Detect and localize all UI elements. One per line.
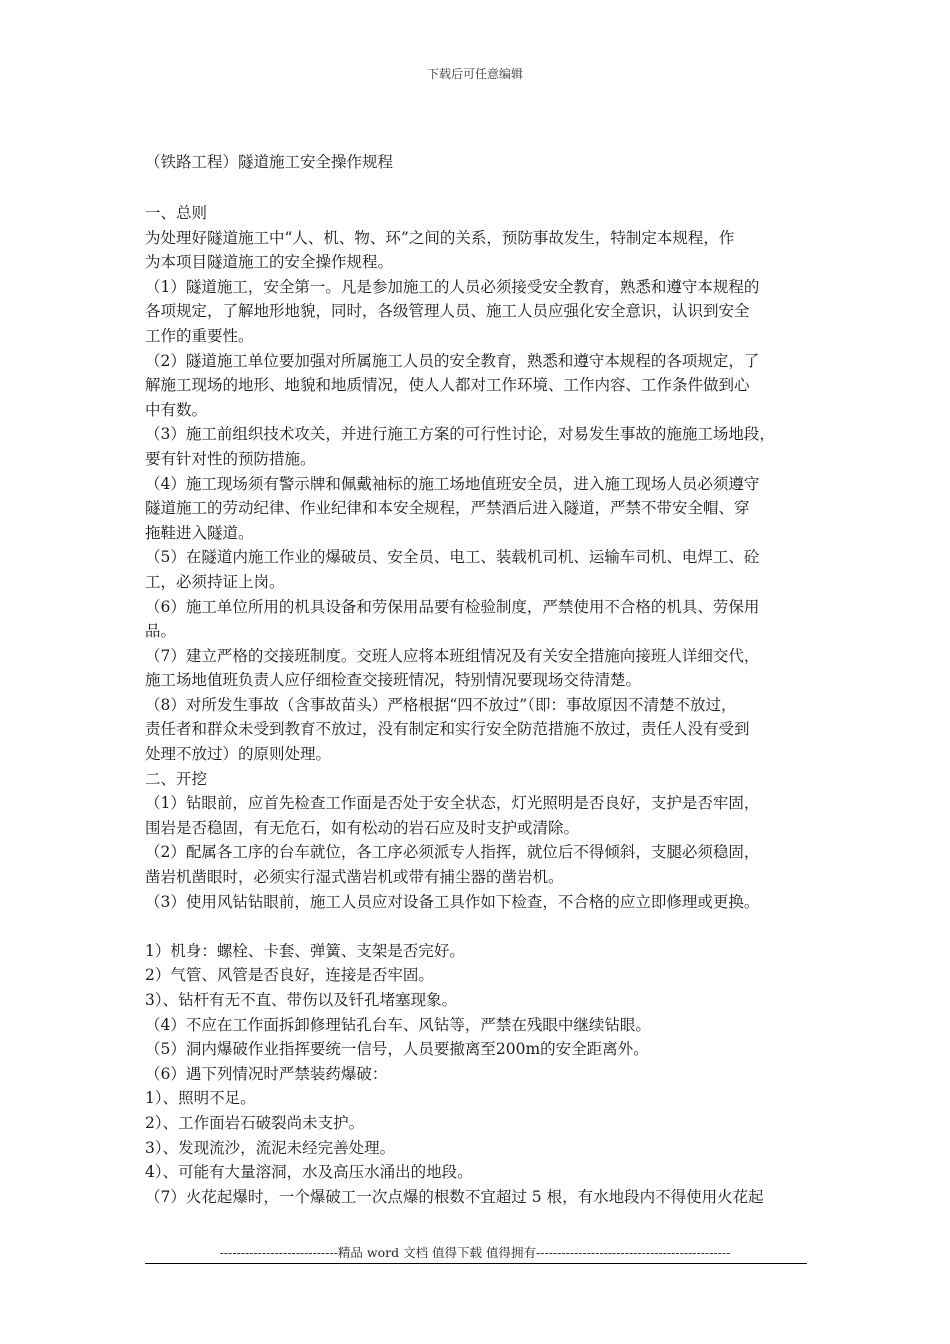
document-line [145,914,810,939]
document-line: （7）建立严格的交接班制度。交班人应将本班组情况及有关安全措施向接班人详细交代， [145,646,760,665]
document-line: 拖鞋进入隧道。 [145,523,254,542]
document-line: 隧道施工的劳动纪律、作业纪律和本安全规程，严禁酒后进入隧道，严禁不带安全帽、穿 [145,499,750,518]
page-header: 下载后可任意编辑 [426,67,523,81]
document-line: 2）气管、风管是否良好，连接是否牢固。 [145,966,434,985]
document-line: （7）火花起爆时，一个爆破工一次点爆的根数不宜超过 5 根，有水地段内不得使用火花起 [145,1187,764,1206]
document-line: 处理不放过）的原则处理。 [145,745,332,764]
document-line: 解施工现场的地形、地貌和地质情况，使人人都对工作环境、工作内容、工作条件做到心 [145,376,750,395]
document-line: 为本项目隧道施工的安全操作规程。 [145,253,394,272]
document-line: 工作的重要性。 [145,326,254,345]
document-line: （4）不应在工作面拆卸修理钻孔台车、风钻等，严禁在残眼中继续钻眼。 [145,1015,651,1034]
document-line: 3）、钻杆有无不直、带伤以及钎孔堵塞现象。 [145,991,458,1009]
document-line: 品。 [145,622,177,641]
document-line: 1）机身：螺栓、卡套、弹簧、支架是否完好。 [145,941,465,960]
document-line: 工，必须持证上岗。 [145,572,285,591]
document-body [145,201,810,1209]
document-line: （4）施工现场须有警示牌和佩戴袖标的施工场地值班安全员，进入施工现场人员必须遵守 [145,474,760,493]
document-line: 二、开挖 [145,769,208,788]
document-line: （1）钻眼前，应首先检查工作面是否处于安全状态，灯光照明是否良好，支护是否牢固， [145,794,760,813]
document-line: （1）隧道施工，安全第一。凡是参加施工的人员必须接受安全教育，熟悉和遵守本规程的 [145,277,760,296]
document-line: （6）遇下列情况时严禁装药爆破： [145,1064,388,1083]
document-line: （5）洞内爆破作业指挥要统一信号，人员要撤离至200m的安全距离外。 [145,1040,649,1059]
footer-rule [145,1263,807,1264]
document-line: 责任者和群众未受到教育不放过，没有制定和实行安全防范措施不放过，责任人没有受到 [145,720,750,739]
document-line: 一、总则 [145,204,208,222]
page-footer: ----------------------------精品 word 文档 值得下载 值得拥有---------------------------------------------- [219,1245,731,1260]
document-title: （铁路工程）隧道施工安全操作规程 [145,153,394,171]
document-line: 要有针对性的预防措施。 [145,449,316,468]
document-line: 1）、照明不足。 [145,1089,256,1108]
document-line: （2）配属各工序的台车就位，各工序必须派专人指挥，就位后不得倾斜，支腿必须稳固， [145,843,760,862]
document-line: （2）隧道施工单位要加强对所属施工人员的安全教育，熟悉和遵守本规程的各项规定，了 [145,351,760,370]
document-line: （5）在隧道内施工作业的爆破员、安全员、电工、装载机司机、运输车司机、电焊工、砼 [145,548,760,567]
document-line: （6）施工单位所用的机具设备和劳保用品要有检验制度，严禁使用不合格的机具、劳保用 [145,597,760,616]
document-line: 施工场地值班负责人应仔细检查交接班情况，特别情况要现场交待清楚。 [145,671,642,690]
document-line: 4）、可能有大量溶洞，水及高压水涌出的地段。 [145,1163,473,1182]
document-line: 3）、发现流沙，流泥未经完善处理。 [145,1138,396,1157]
document-line: 2）、工作面岩石破裂尚未支护。 [145,1113,365,1132]
document-line: 中有数。 [145,400,208,419]
document-line: （8）对所发生事故（含事故苗头）严格根据“四不放过”（即：事故原因不清楚不放过， [145,695,737,714]
document-line: （3）使用风钻钻眼前，施工人员应对设备工具作如下检查，不合格的应立即修理或更换。 [145,892,760,911]
document-line: 各项规定，了解地形地貌，同时，各级管理人员、施工人员应强化安全意识，认识到安全 [145,302,750,321]
document-line: 围岩是否稳固，有无危石，如有松动的岩石应及时支护或清除。 [145,818,580,837]
document-line: 为处理好隧道施工中“人、机、物、环”之间的关系，预防事故发生，特制定本规程，作 [145,228,735,247]
document-line: （3）施工前组织技术攻关，并进行施工方案的可行性讨论，对易发生事故的施施工场地段， [145,425,775,444]
document-line: 凿岩机凿眼时，必须实行湿式凿岩机或带有捕尘器的凿岩机。 [145,868,564,887]
